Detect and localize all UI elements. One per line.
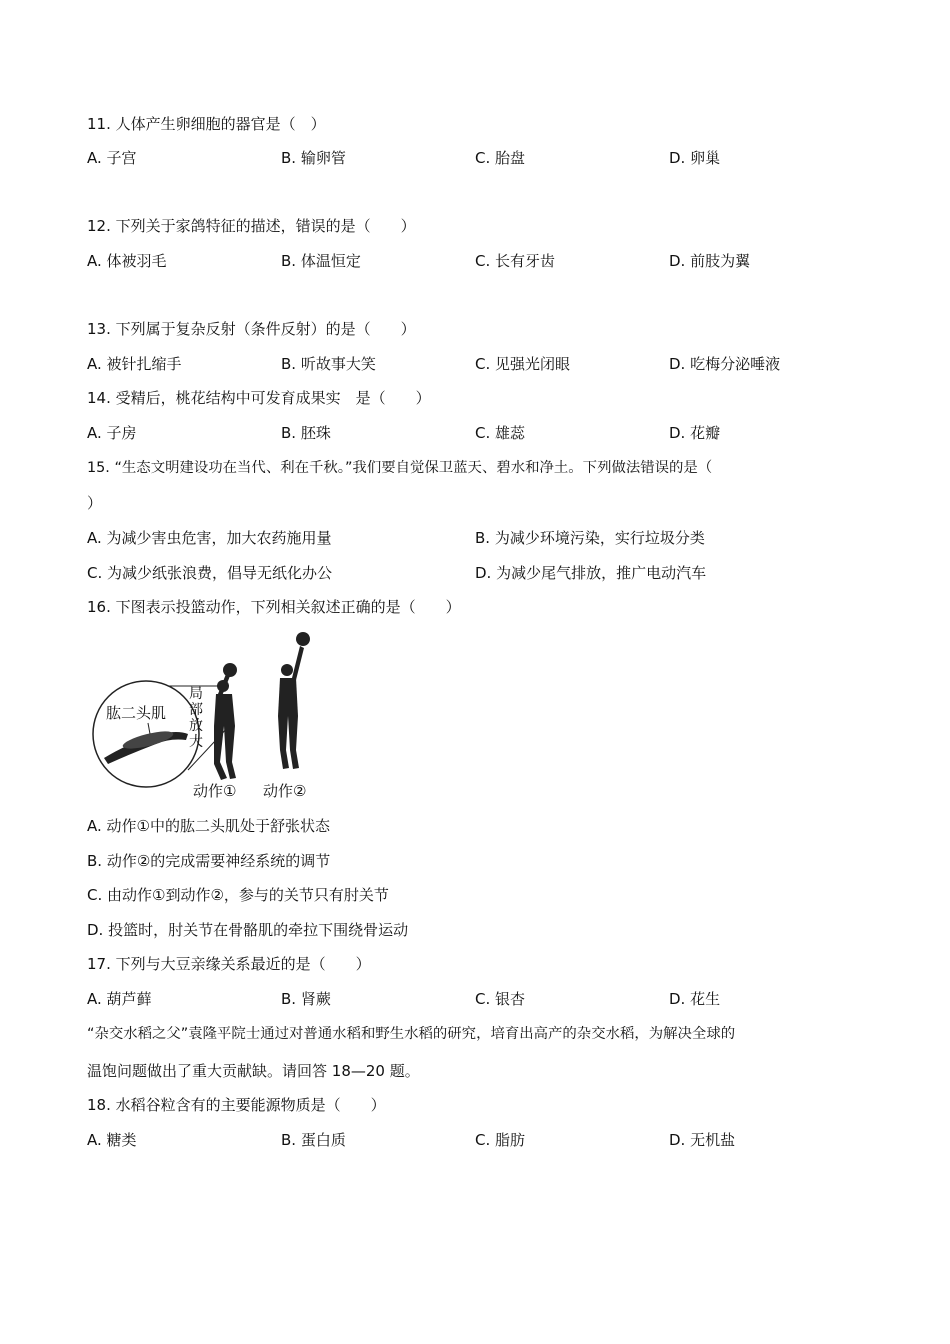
question-17-option-a: A. 葫芦藓 bbox=[87, 990, 152, 1008]
action-1-label: 动作① bbox=[193, 782, 237, 800]
player-2-leg-right bbox=[288, 716, 299, 769]
question-15-stem-continued: ） bbox=[87, 494, 103, 512]
question-13-option-d: D. 吃梅分泌唾液 bbox=[669, 355, 781, 373]
question-16-option-b: B. 动作②的完成需要神经系统的调节 bbox=[87, 852, 331, 870]
question-12-option-b: B. 体温恒定 bbox=[281, 252, 361, 270]
player-2-head bbox=[281, 664, 293, 676]
question-12-option-a: A. 体被羽毛 bbox=[87, 252, 167, 270]
question-14-option-a: A. 子房 bbox=[87, 424, 137, 442]
question-16-option-d: D. 投篮时，肘关节在骨骼肌的牵拉下围绕骨运动 bbox=[87, 921, 409, 939]
question-13-option-c: C. 见强光闭眼 bbox=[475, 355, 571, 373]
biceps-label: 肱二头肌 bbox=[106, 704, 167, 722]
question-15-option-d: D. 为减少尾气排放，推广电动汽车 bbox=[475, 564, 707, 582]
question-16-stem: 16. 下图表示投篮动作，下列相关叙述正确的是（ ） bbox=[87, 598, 461, 616]
question-18-option-a: A. 糖类 bbox=[87, 1131, 137, 1149]
question-14-option-b: B. 胚珠 bbox=[281, 424, 331, 442]
question-14-option-d: D. 花瓣 bbox=[669, 424, 721, 442]
passage-line-2: 温饱问题做出了重大贡献缺。请回答 18—20 题。 bbox=[87, 1062, 420, 1080]
question-14-stem: 14. 受精后，桃花结构中可发育成果实 是（ ） bbox=[87, 389, 431, 407]
zoom-label-char-2: 部 bbox=[189, 702, 203, 718]
action-2-label: 动作② bbox=[263, 782, 307, 800]
question-15-stem: 15. “生态文明建设功在当代、利在千秋。”我们要自觉保卫蓝天、碧水和净土。下列做法错误的是（ bbox=[87, 460, 713, 476]
question-16-option-a: A. 动作①中的肱二头肌处于舒张状态 bbox=[87, 817, 330, 835]
player-2-arm bbox=[292, 646, 304, 680]
basketball-shot-figure bbox=[90, 630, 330, 802]
zoom-label-char-3: 放 bbox=[189, 718, 203, 734]
question-17-option-d: D. 花生 bbox=[669, 990, 721, 1008]
question-18-option-d: D. 无机盐 bbox=[669, 1131, 736, 1149]
question-18-option-c: C. 脂肪 bbox=[475, 1131, 526, 1149]
passage-line-1: “杂交水稻之父”袁隆平院士通过对普通水稻和野生水稻的研究，培育出高产的杂交水稻，为解决全球的 bbox=[87, 1026, 736, 1042]
question-11-option-a: A. 子宫 bbox=[87, 149, 137, 167]
player-1-leg-right bbox=[224, 726, 236, 779]
question-18-stem: 18. 水稻谷粒含有的主要能源物质是（ ） bbox=[87, 1096, 386, 1114]
question-14-option-c: C. 雄蕊 bbox=[475, 424, 526, 442]
question-11-stem: 11. 人体产生卵细胞的器官是（ ） bbox=[87, 115, 326, 133]
question-13-option-b: B. 听故事大笑 bbox=[281, 355, 376, 373]
question-16-option-c: C. 由动作①到动作②，参与的关节只有肘关节 bbox=[87, 886, 389, 904]
question-11-option-b: B. 输卵管 bbox=[281, 149, 346, 167]
question-17-option-c: C. 银杏 bbox=[475, 990, 526, 1008]
question-12-option-d: D. 前肢为翼 bbox=[669, 252, 751, 270]
question-13-option-a: A. 被针扎缩手 bbox=[87, 355, 182, 373]
question-17-stem: 17. 下列与大豆亲缘关系最近的是（ ） bbox=[87, 955, 371, 973]
question-12-stem: 12. 下列关于家鸽特征的描述，错误的是（ ） bbox=[87, 217, 416, 235]
question-15-option-b: B. 为减少环境污染，实行垃圾分类 bbox=[475, 529, 705, 547]
question-11-option-d: D. 卵巢 bbox=[669, 149, 721, 167]
question-11-option-c: C. 胎盘 bbox=[475, 149, 526, 167]
zoom-label-char-4: 大 bbox=[189, 734, 203, 750]
question-15-option-a: A. 为减少害虫危害，加大农药施用量 bbox=[87, 529, 332, 547]
player-2-torso bbox=[278, 678, 298, 716]
basketball-1 bbox=[223, 663, 237, 677]
question-13-stem: 13. 下列属于复杂反射（条件反射）的是（ ） bbox=[87, 320, 416, 338]
zoom-label-char-1: 局 bbox=[189, 686, 203, 702]
question-17-option-b: B. 肾蕨 bbox=[281, 990, 331, 1008]
basketball-2 bbox=[296, 632, 310, 646]
basketball-shot-illustration bbox=[90, 630, 330, 802]
player-1-torso bbox=[214, 694, 235, 726]
player-2-leg-left bbox=[278, 716, 289, 769]
question-18-option-b: B. 蛋白质 bbox=[281, 1131, 346, 1149]
question-15-option-c: C. 为减少纸张浪费，倡导无纸化办公 bbox=[87, 564, 333, 582]
question-12-option-c: C. 长有牙齿 bbox=[475, 252, 556, 270]
